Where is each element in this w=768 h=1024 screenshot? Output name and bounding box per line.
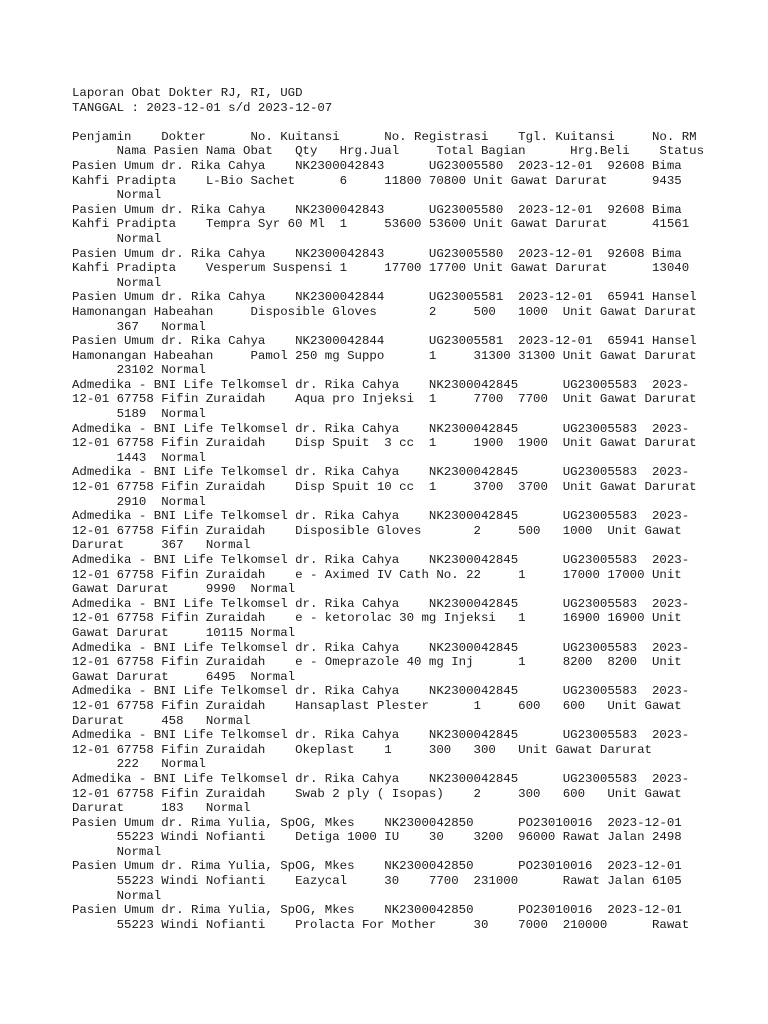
- report-line: Normal: [72, 231, 162, 246]
- report-line: 55223 Windi Nofianti Eazycal 30 7700 231000 Rawat Jalan 6105: [72, 874, 682, 889]
- report-line: Admedika - BNI Life Telkomsel dr. Rika Cahya NK2300042845 UG23005583 2023-: [72, 509, 690, 524]
- report-line: Admedika - BNI Life Telkomsel dr. Rika Cahya NK2300042845 UG23005583 2023-: [72, 728, 690, 743]
- report-line: Pasien Umum dr. Rima Yulia, SpOG, Mkes NK2300042850 PO23010016 2023-12-01: [72, 903, 682, 918]
- report-line: Darurat 367 Normal: [72, 538, 251, 553]
- report-body: [72, 159, 712, 932]
- report-line: Normal: [72, 844, 162, 859]
- report-line: 12-01 67758 Fifin Zuraidah Aqua pro Injeksi 1 7700 7700 Unit Gawat Darurat: [72, 392, 697, 407]
- report-line: 12-01 67758 Fifin Zuraidah Swab 2 ply ( Isopas) 2 300 600 Unit Gawat: [72, 786, 682, 801]
- report-line: Admedika - BNI Life Telkomsel dr. Rika Cahya NK2300042845 UG23005583 2023-: [72, 377, 690, 392]
- report-line: 222 Normal: [72, 757, 206, 772]
- report-line: 12-01 67758 Fifin Zuraidah e - ketorolac 30 mg Injeksi 1 16900 16900 Unit: [72, 611, 682, 626]
- report-line: Normal: [72, 188, 162, 203]
- report-line: 12-01 67758 Fifin Zuraidah Disp Spuit 10 cc 1 3700 3700 Unit Gawat Darurat: [72, 480, 697, 495]
- report-line: 367 Normal: [72, 319, 206, 334]
- report-line: 12-01 67758 Fifin Zuraidah Okeplast 1 300 300 Unit Gawat Darurat: [72, 742, 652, 757]
- report-line: Admedika - BNI Life Telkomsel dr. Rika Cahya NK2300042845 UG23005583 2023-: [72, 553, 690, 567]
- report-line: 55223 Windi Nofianti Detiga 1000 IU 30 3200 96000 Rawat Jalan 2498: [72, 830, 682, 845]
- report-title: Laporan Obat Dokter RJ, RI, UGD: [72, 86, 303, 100]
- report-line: Pasien Umum dr. Rika Cahya NK2300042843 UG23005580 2023-12-01 92608 Bima: [72, 246, 682, 261]
- report-line: Kahfi Pradipta Vesperum Suspensi 1 17700 17700 Unit Gawat Darurat 13040: [72, 261, 690, 276]
- report-line: Gawat Darurat 6495 Normal: [72, 669, 296, 684]
- report-line: Admedika - BNI Life Telkomsel dr. Rika Cahya NK2300042845 UG23005583 2023-: [72, 684, 690, 699]
- report-line: 12-01 67758 Fifin Zuraidah Disposible Gloves 2 500 1000 Unit Gawat: [72, 523, 682, 538]
- report-line: 2910 Normal: [72, 494, 206, 509]
- report-line: Kahfi Pradipta Tempra Syr 60 Ml 1 53600 53600 Unit Gawat Darurat 41561: [72, 217, 690, 232]
- report-line: Pasien Umum dr. Rika Cahya NK2300042844 UG23005581 2023-12-01 65941 Hansel: [72, 290, 697, 305]
- report-line: Pasien Umum dr. Rika Cahya NK2300042844 UG23005581 2023-12-01 65941 Hansel: [72, 334, 697, 349]
- column-header-block: [72, 130, 712, 159]
- report-line: 12-01 67758 Fifin Zuraidah Hansaplast Plester 1 600 600 Unit Gawat: [72, 698, 682, 713]
- report-line: Admedika - BNI Life Telkomsel dr. Rika Cahya NK2300042845 UG23005583 2023-: [72, 771, 690, 786]
- report-line: Pasien Umum dr. Rima Yulia, SpOG, Mkes NK2300042850 PO23010016 2023-12-01: [72, 859, 682, 874]
- report-line: Admedika - BNI Life Telkomsel dr. Rika Cahya NK2300042845 UG23005583 2023-: [72, 596, 690, 611]
- report-line: 12-01 67758 Fifin Zuraidah Disp Spuit 3 cc 1 1900 1900 Unit Gawat Darurat: [72, 436, 697, 451]
- report-line: Pasien Umum dr. Rika Cahya NK2300042843 UG23005580 2023-12-01 92608 Bima: [72, 158, 682, 173]
- report-line: Normal: [72, 888, 162, 903]
- report-line: 1443 Normal: [72, 450, 206, 465]
- report-line: Gawat Darurat 10115 Normal: [72, 625, 296, 640]
- report-date-range: TANGGAL : 2023-12-01 s/d 2023-12-07: [72, 100, 333, 115]
- report-line: Pasien Umum dr. Rika Cahya NK2300042843 UG23005580 2023-12-01 92608 Bima: [72, 202, 682, 217]
- report-line: Hamonangan Habeahan Pamol 250 mg Suppo 1 31300 31300 Unit Gawat Darurat: [72, 348, 697, 363]
- report-line: 55223 Windi Nofianti Prolacta For Mother 30 7000 210000 Rawat: [72, 917, 690, 932]
- report-line: Pasien Umum dr. Rima Yulia, SpOG, Mkes NK2300042850 PO23010016 2023-12-01: [72, 815, 682, 830]
- report-line: Admedika - BNI Life Telkomsel dr. Rika Cahya NK2300042845 UG23005583 2023-: [72, 465, 690, 480]
- spacer: [72, 115, 712, 130]
- report-page: [72, 86, 712, 932]
- report-line: Admedika - BNI Life Telkomsel dr. Rika Cahya NK2300042845 UG23005583 2023-: [72, 421, 690, 436]
- report-line: Darurat 458 Normal: [72, 713, 251, 728]
- report-line: 23102 Normal: [72, 363, 206, 378]
- column-header-line: Nama Pasien Nama Obat Qty Hrg.Jual Total Bagian Hrg.Beli Status: [72, 144, 705, 159]
- report-line: Darurat 183 Normal: [72, 801, 251, 816]
- report-line: Admedika - BNI Life Telkomsel dr. Rika Cahya NK2300042845 UG23005583 2023-: [72, 640, 690, 655]
- column-header-line: Penjamin Dokter No. Kuitansi No. Registrasi Tgl. Kuitansi No. RM: [72, 129, 697, 144]
- report-line: Kahfi Pradipta L-Bio Sachet 6 11800 70800 Unit Gawat Darurat 9435: [72, 173, 682, 188]
- report-line: Normal: [72, 275, 162, 290]
- report-line: 5189 Normal: [72, 407, 206, 422]
- report-line: Hamonangan Habeahan Disposible Gloves 2 500 1000 Unit Gawat Darurat: [72, 304, 697, 319]
- report-line: 12-01 67758 Fifin Zuraidah e - Aximed IV Cath No. 22 1 17000 17000 Unit: [72, 567, 682, 582]
- report-line: Gawat Darurat 9990 Normal: [72, 582, 296, 597]
- report-line: 12-01 67758 Fifin Zuraidah e - Omeprazole 40 mg Inj 1 8200 8200 Unit: [72, 655, 682, 670]
